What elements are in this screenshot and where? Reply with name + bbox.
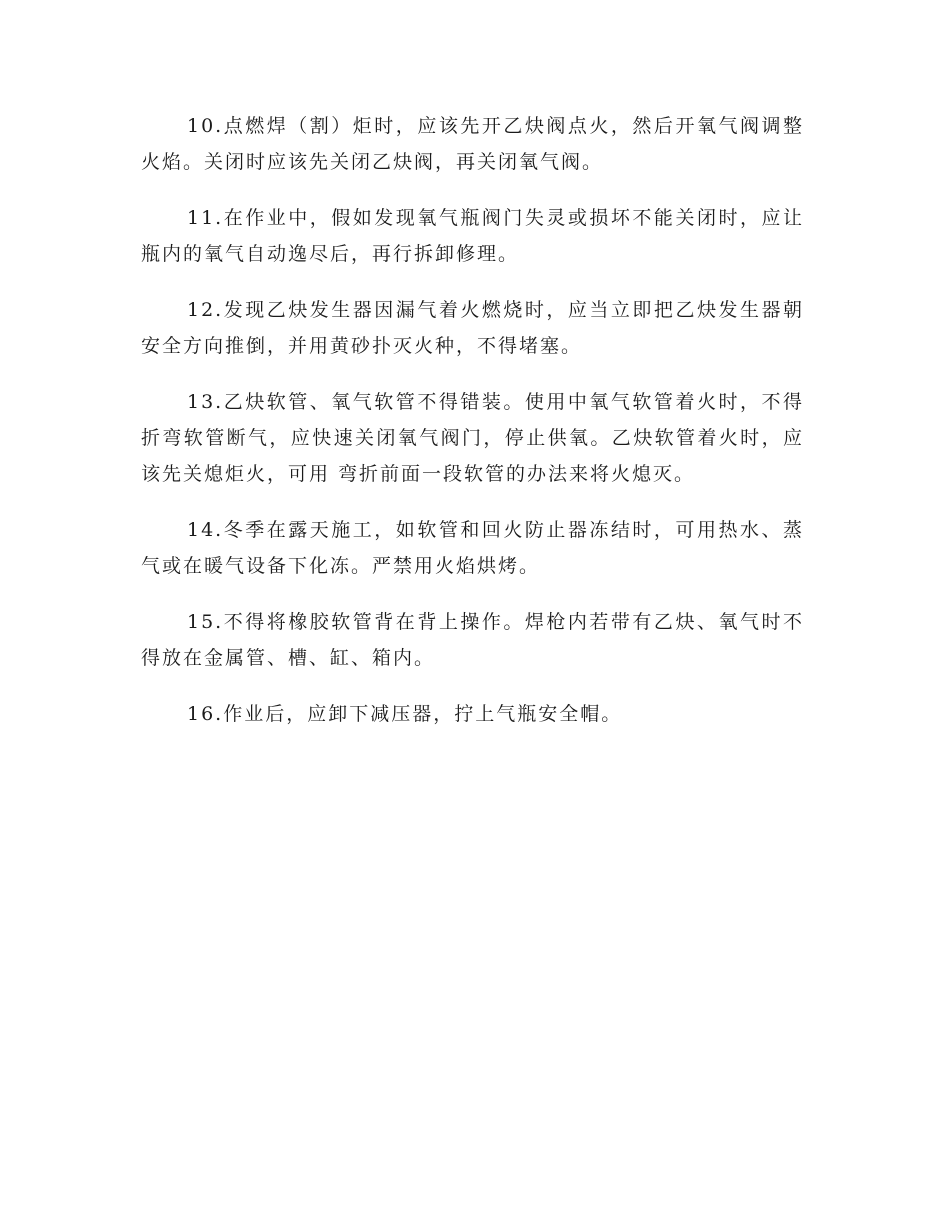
paragraph-15: 15.不得将橡胶软管背在背上操作。焊枪内若带有乙炔、氧气时不得放在金属管、槽、缸、箱内。	[141, 611, 804, 669]
paragraph-13: 13.乙炔软管、氧气软管不得错装。使用中氧气软管着火时，不得折弯软管断气，应快速关闭氧气阀门，停止供氧。乙炔软管着火时，应该先关熄炬火，可用 弯折前面一段软管的办法来将火熄灭。	[141, 391, 804, 485]
paragraph-11: 11.在作业中，假如发现氧气瓶阀门失灵或损坏不能关闭时，应让瓶内的氧气自动逸尽后，再行拆卸修理。	[141, 207, 804, 265]
paragraph-16: 16.作业后，应卸下减压器，拧上气瓶安全帽。	[187, 703, 623, 725]
paragraph-10: 10.点燃焊（割）炬时，应该先开乙炔阀点火，然后开氧气阀调整火焰。关闭时应该先关闭乙炔阀，再关闭氧气阀。	[141, 115, 804, 173]
paragraph-14: 14.冬季在露天施工，如软管和回火防止器冻结时，可用热水、蒸气或在暖气设备下化冻。严禁用火焰烘烤。	[141, 519, 804, 577]
paragraph-12: 12.发现乙炔发生器因漏气着火燃烧时，应当立即把乙炔发生器朝安全方向推倒，并用黄砂扑灭火种，不得堵塞。	[141, 299, 804, 357]
